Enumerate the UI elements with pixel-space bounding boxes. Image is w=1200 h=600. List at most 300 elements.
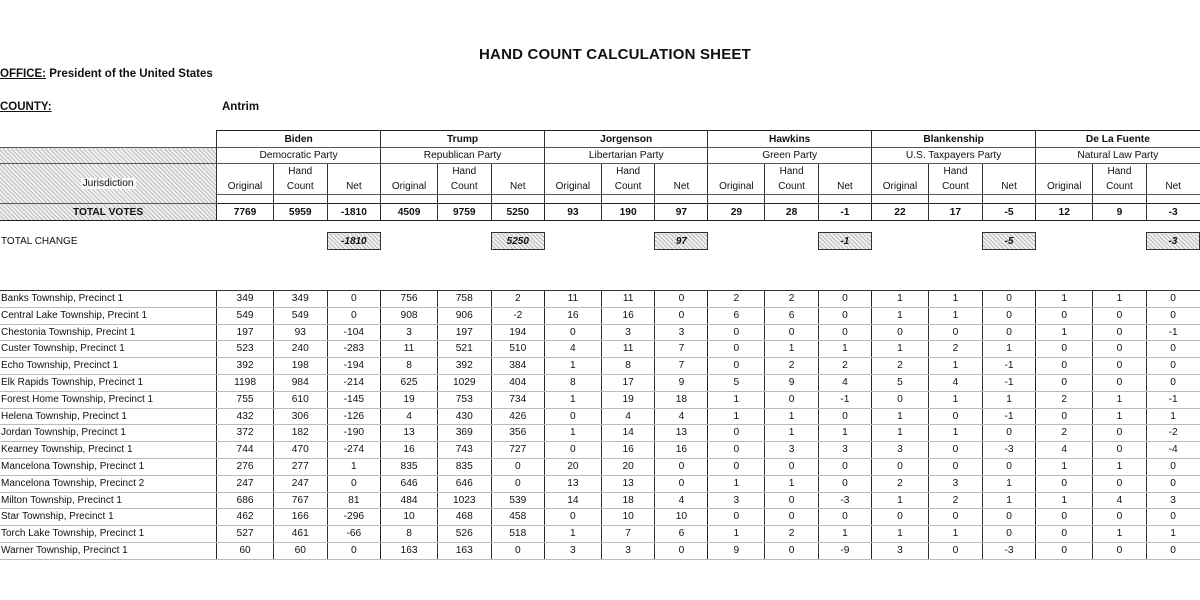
net-header: Net xyxy=(327,179,381,195)
total-change-blank xyxy=(544,233,601,250)
net-header: Net xyxy=(818,179,871,195)
precinct-value: 758 xyxy=(437,291,491,308)
net-header-blank xyxy=(1146,164,1199,180)
precinct-value: 3 xyxy=(601,324,655,341)
precinct-name: Star Township, Precinct 1 xyxy=(0,509,217,526)
precinct-value: 0 xyxy=(1093,425,1147,442)
precinct-value: 0 xyxy=(765,542,819,559)
hand-header-line1: Hand xyxy=(929,164,983,180)
precinct-row xyxy=(0,526,1200,543)
total-votes-value: 4509 xyxy=(381,204,438,221)
precinct-value: 0 xyxy=(929,324,983,341)
precinct-value: 1 xyxy=(871,492,928,509)
precinct-name: Torch Lake Township, Precinct 1 xyxy=(0,526,217,543)
precinct-value: 734 xyxy=(491,391,544,408)
precinct-row xyxy=(0,408,1200,425)
office-label: OFFICE: xyxy=(0,68,46,80)
candidate-name: Hawkins xyxy=(708,131,871,148)
precinct-value: 510 xyxy=(491,341,544,358)
precinct-value: 1 xyxy=(765,341,819,358)
precinct-value: 1 xyxy=(1036,458,1093,475)
precinct-row xyxy=(0,341,1200,358)
precinct-value: -145 xyxy=(327,391,381,408)
precinct-value: 9 xyxy=(765,374,819,391)
precinct-value: 518 xyxy=(491,526,544,543)
precinct-value: 0 xyxy=(1036,408,1093,425)
candidate-name: Trump xyxy=(381,131,545,148)
precinct-value: 0 xyxy=(1036,341,1093,358)
precinct-value: 0 xyxy=(1093,358,1147,375)
precinct-value: 1 xyxy=(1146,408,1199,425)
total-votes-value: 7769 xyxy=(217,204,274,221)
precinct-value: 0 xyxy=(544,324,601,341)
header-blank-cell xyxy=(544,195,601,204)
precinct-value: 247 xyxy=(217,475,274,492)
precinct-value: 0 xyxy=(1093,307,1147,324)
header-blank-cell xyxy=(437,195,491,204)
total-change-value: 5250 xyxy=(491,233,544,250)
precinct-value: -1 xyxy=(982,358,1035,375)
precinct-name: Mancelona Township, Precinct 2 xyxy=(0,475,217,492)
hand-count-table xyxy=(0,130,1200,560)
net-header-blank xyxy=(327,164,381,180)
precinct-value: 521 xyxy=(437,341,491,358)
precinct-value: 3 xyxy=(871,442,928,459)
county-value: Antrim xyxy=(222,101,260,113)
party-name: Natural Law Party xyxy=(1036,148,1200,164)
total-votes-value: 9759 xyxy=(437,204,491,221)
candidate-name-row xyxy=(0,131,1200,148)
office-line xyxy=(0,68,213,80)
hand-header-line1: Hand xyxy=(765,164,819,180)
precinct-value: 198 xyxy=(273,358,327,375)
precinct-row xyxy=(0,509,1200,526)
precinct-value: 0 xyxy=(929,458,983,475)
total-change-blank xyxy=(217,233,274,250)
precinct-value: 1 xyxy=(982,475,1035,492)
precinct-value: 0 xyxy=(327,291,381,308)
precinct-value: 0 xyxy=(491,458,544,475)
precinct-value: 0 xyxy=(818,324,871,341)
precinct-value: 16 xyxy=(544,307,601,324)
precinct-value: -3 xyxy=(982,542,1035,559)
precinct-value: 432 xyxy=(217,408,274,425)
precinct-value: 1029 xyxy=(437,374,491,391)
precinct-value: 3 xyxy=(601,542,655,559)
precinct-value: 484 xyxy=(381,492,438,509)
precinct-value: 18 xyxy=(601,492,655,509)
precinct-name: Jordan Township, Precinct 1 xyxy=(0,425,217,442)
precinct-value: 6 xyxy=(655,526,708,543)
total-votes-value: 190 xyxy=(601,204,655,221)
precinct-value: 3 xyxy=(708,492,765,509)
precinct-value: 356 xyxy=(491,425,544,442)
precinct-value: 5 xyxy=(708,374,765,391)
precinct-value: 426 xyxy=(491,408,544,425)
precinct-row xyxy=(0,307,1200,324)
precinct-value: -283 xyxy=(327,341,381,358)
precinct-value: 1 xyxy=(544,425,601,442)
precinct-value: 16 xyxy=(601,442,655,459)
count-header: Count xyxy=(437,179,491,195)
net-header: Net xyxy=(655,179,708,195)
header-blank-cell xyxy=(381,195,438,204)
precinct-value: 0 xyxy=(491,542,544,559)
precinct-row xyxy=(0,291,1200,308)
hand-header-line1: Hand xyxy=(273,164,327,180)
precinct-value: 743 xyxy=(437,442,491,459)
total-change-blank xyxy=(1036,233,1093,250)
precinct-value: 2 xyxy=(871,475,928,492)
precinct-value: 1 xyxy=(327,458,381,475)
precinct-value: 0 xyxy=(655,291,708,308)
total-votes-value: -1 xyxy=(818,204,871,221)
precinct-value: 247 xyxy=(273,475,327,492)
total-votes-value: 93 xyxy=(544,204,601,221)
net-header: Net xyxy=(491,179,544,195)
net-header-blank xyxy=(491,164,544,180)
precinct-value: 60 xyxy=(273,542,327,559)
precinct-value: 0 xyxy=(982,509,1035,526)
precinct-value: 470 xyxy=(273,442,327,459)
precinct-value: 1 xyxy=(765,475,819,492)
precinct-name: Kearney Township, Precinct 1 xyxy=(0,442,217,459)
precinct-row xyxy=(0,391,1200,408)
precinct-name: Warner Township, Precinct 1 xyxy=(0,542,217,559)
total-change-blank xyxy=(381,233,438,250)
precinct-value: -3 xyxy=(982,442,1035,459)
precinct-value: -1 xyxy=(818,391,871,408)
precinct-value: 8 xyxy=(381,526,438,543)
precinct-value: 14 xyxy=(601,425,655,442)
precinct-value: 0 xyxy=(708,358,765,375)
precinct-value: 767 xyxy=(273,492,327,509)
precinct-value: 349 xyxy=(217,291,274,308)
precinct-value: 835 xyxy=(381,458,438,475)
precinct-value: 0 xyxy=(871,509,928,526)
precinct-value: 1 xyxy=(544,526,601,543)
precinct-value: 0 xyxy=(818,291,871,308)
precinct-value: -274 xyxy=(327,442,381,459)
precinct-row xyxy=(0,492,1200,509)
precinct-value: 0 xyxy=(1036,542,1093,559)
precinct-value: 0 xyxy=(765,391,819,408)
precinct-value: 0 xyxy=(929,408,983,425)
precinct-value: 17 xyxy=(601,374,655,391)
precinct-value: 0 xyxy=(708,341,765,358)
column-header-row-1 xyxy=(0,164,1200,180)
precinct-value: 1 xyxy=(871,526,928,543)
precinct-value: 1 xyxy=(544,391,601,408)
precinct-value: 16 xyxy=(655,442,708,459)
precinct-value: -190 xyxy=(327,425,381,442)
precinct-value: 2 xyxy=(765,291,819,308)
precinct-value: 1 xyxy=(765,408,819,425)
precinct-value: 4 xyxy=(381,408,438,425)
precinct-value: 3 xyxy=(544,542,601,559)
precinct-value: 0 xyxy=(708,458,765,475)
precinct-value: 2 xyxy=(818,358,871,375)
total-votes-value: 12 xyxy=(1036,204,1093,221)
precinct-row xyxy=(0,425,1200,442)
candidate-name: Biden xyxy=(217,131,381,148)
precinct-value: -296 xyxy=(327,509,381,526)
precinct-value: -3 xyxy=(818,492,871,509)
total-change-value: -1 xyxy=(818,233,871,250)
precinct-value: 0 xyxy=(1146,291,1199,308)
precinct-value: 0 xyxy=(818,509,871,526)
precinct-value: 0 xyxy=(491,475,544,492)
header-spacer xyxy=(0,131,217,148)
precinct-name: Chestonia Township, Precint 1 xyxy=(0,324,217,341)
header-blank-cell xyxy=(217,195,274,204)
party-name: Republican Party xyxy=(381,148,545,164)
precinct-value: 11 xyxy=(544,291,601,308)
precinct-value: 1023 xyxy=(437,492,491,509)
precinct-value: 1 xyxy=(1036,291,1093,308)
precinct-value: 3 xyxy=(929,475,983,492)
total-votes-value: 29 xyxy=(708,204,765,221)
precinct-value: 0 xyxy=(1093,509,1147,526)
precinct-value: 0 xyxy=(708,425,765,442)
precinct-value: 197 xyxy=(217,324,274,341)
precinct-row xyxy=(0,374,1200,391)
precinct-value: 2 xyxy=(929,492,983,509)
precinct-value: 2 xyxy=(491,291,544,308)
total-change-blank xyxy=(765,233,819,250)
precinct-value: 4 xyxy=(655,408,708,425)
precinct-value: 756 xyxy=(381,291,438,308)
precinct-value: 539 xyxy=(491,492,544,509)
precinct-value: 13 xyxy=(544,475,601,492)
header-blank-cell xyxy=(1146,195,1199,204)
total-change-value: -3 xyxy=(1146,233,1199,250)
precinct-value: 166 xyxy=(273,509,327,526)
precinct-value: 0 xyxy=(544,442,601,459)
spacer-row xyxy=(0,270,1200,291)
sheet-title: HAND COUNT CALCULATION SHEET xyxy=(479,46,751,63)
total-change-blank xyxy=(871,233,928,250)
precinct-value: 0 xyxy=(655,542,708,559)
office-value: President of the United States xyxy=(49,68,213,80)
precinct-value: 2 xyxy=(929,341,983,358)
precinct-value: 1 xyxy=(871,425,928,442)
precinct-value: 549 xyxy=(273,307,327,324)
precinct-value: 0 xyxy=(765,458,819,475)
precinct-value: 0 xyxy=(1036,374,1093,391)
precinct-value: 1 xyxy=(982,341,1035,358)
precinct-row xyxy=(0,442,1200,459)
precinct-value: 1 xyxy=(544,358,601,375)
precinct-value: 0 xyxy=(929,542,983,559)
precinct-value: 10 xyxy=(655,509,708,526)
spacer-cell xyxy=(0,250,1200,271)
precinct-value: 14 xyxy=(544,492,601,509)
precinct-value: 1 xyxy=(1093,408,1147,425)
precinct-value: 6 xyxy=(708,307,765,324)
count-header: Count xyxy=(929,179,983,195)
original-header: Original xyxy=(871,179,928,195)
precinct-value: 0 xyxy=(1146,358,1199,375)
precinct-value: 7 xyxy=(655,341,708,358)
candidate-name: Jorgenson xyxy=(544,131,707,148)
hand-header-line1: Hand xyxy=(1093,164,1147,180)
precinct-value: 60 xyxy=(217,542,274,559)
precinct-value: 458 xyxy=(491,509,544,526)
header-blank-cell xyxy=(491,195,544,204)
hand-header-line1: Hand xyxy=(601,164,655,180)
precinct-value: 404 xyxy=(491,374,544,391)
count-header: Count xyxy=(765,179,819,195)
precinct-value: 686 xyxy=(217,492,274,509)
precinct-value: 646 xyxy=(381,475,438,492)
precinct-value: 1 xyxy=(1036,492,1093,509)
precinct-value: 461 xyxy=(273,526,327,543)
precinct-name: Milton Township, Precinct 1 xyxy=(0,492,217,509)
precinct-row xyxy=(0,458,1200,475)
candidate-name: Blankenship xyxy=(871,131,1035,148)
precinct-name: Custer Township, Precinct 1 xyxy=(0,341,217,358)
total-votes-row xyxy=(0,204,1200,221)
total-change-blank xyxy=(708,233,765,250)
total-change-blank xyxy=(437,233,491,250)
precinct-value: 2 xyxy=(765,358,819,375)
precinct-value: 1 xyxy=(818,526,871,543)
precinct-value: 1 xyxy=(765,425,819,442)
original-header-blank xyxy=(871,164,928,180)
precinct-value: 0 xyxy=(1146,307,1199,324)
precinct-value: 8 xyxy=(544,374,601,391)
total-votes-value: 17 xyxy=(929,204,983,221)
precinct-value: 276 xyxy=(217,458,274,475)
precinct-value: 0 xyxy=(1036,358,1093,375)
precinct-value: 0 xyxy=(871,391,928,408)
precinct-value: 369 xyxy=(437,425,491,442)
precinct-value: 1 xyxy=(1093,391,1147,408)
precinct-value: 0 xyxy=(327,542,381,559)
precinct-value: 2 xyxy=(1036,391,1093,408)
precinct-name: Echo Township, Precinct 1 xyxy=(0,358,217,375)
precinct-value: 0 xyxy=(1093,341,1147,358)
original-header: Original xyxy=(381,179,438,195)
count-header: Count xyxy=(273,179,327,195)
precinct-value: 1 xyxy=(1093,526,1147,543)
precinct-value: 0 xyxy=(544,509,601,526)
count-header: Count xyxy=(1093,179,1147,195)
precinct-value: 0 xyxy=(1146,542,1199,559)
precinct-value: 753 xyxy=(437,391,491,408)
precinct-value: 1 xyxy=(1093,458,1147,475)
precinct-value: -2 xyxy=(1146,425,1199,442)
precinct-value: 93 xyxy=(273,324,327,341)
precinct-name: Central Lake Township, Precint 1 xyxy=(0,307,217,324)
precinct-value: 468 xyxy=(437,509,491,526)
precinct-value: 2 xyxy=(1036,425,1093,442)
precinct-value: 549 xyxy=(217,307,274,324)
precinct-value: 3 xyxy=(1146,492,1199,509)
precinct-value: 11 xyxy=(601,291,655,308)
precinct-value: 430 xyxy=(437,408,491,425)
total-votes-value: -1810 xyxy=(327,204,381,221)
precinct-value: 906 xyxy=(437,307,491,324)
precinct-value: 1 xyxy=(1146,526,1199,543)
total-votes-value: 9 xyxy=(1093,204,1147,221)
precinct-value: 0 xyxy=(1093,442,1147,459)
precinct-value: 4 xyxy=(818,374,871,391)
precinct-value: 4 xyxy=(1036,442,1093,459)
precinct-value: 1 xyxy=(929,358,983,375)
precinct-value: 0 xyxy=(1036,509,1093,526)
header-blank-cell xyxy=(601,195,655,204)
original-header: Original xyxy=(708,179,765,195)
precinct-value: 610 xyxy=(273,391,327,408)
precinct-row xyxy=(0,475,1200,492)
net-header: Net xyxy=(1146,179,1199,195)
precinct-value: 625 xyxy=(381,374,438,391)
precinct-value: 2 xyxy=(765,526,819,543)
precinct-value: -4 xyxy=(1146,442,1199,459)
precinct-value: 0 xyxy=(982,458,1035,475)
header-blank-cell xyxy=(273,195,327,204)
precinct-value: 1 xyxy=(708,408,765,425)
precinct-value: 0 xyxy=(982,526,1035,543)
jurisdiction-header-label: Jurisdiction xyxy=(82,178,134,189)
total-change-blank xyxy=(273,233,327,250)
total-votes-value: 5250 xyxy=(491,204,544,221)
total-change-label: TOTAL CHANGE xyxy=(1,235,78,247)
precinct-value: 3 xyxy=(655,324,708,341)
precinct-name: Helena Township, Precinct 1 xyxy=(0,408,217,425)
precinct-value: 0 xyxy=(871,458,928,475)
precinct-value: 392 xyxy=(437,358,491,375)
precinct-value: -66 xyxy=(327,526,381,543)
precinct-value: 13 xyxy=(655,425,708,442)
total-votes-value: -3 xyxy=(1146,204,1199,221)
net-header: Net xyxy=(982,179,1035,195)
precinct-value: 1 xyxy=(818,425,871,442)
precinct-value: 194 xyxy=(491,324,544,341)
precinct-value: 197 xyxy=(437,324,491,341)
precinct-value: 0 xyxy=(1146,341,1199,358)
precinct-value: 13 xyxy=(381,425,438,442)
spacer-cell xyxy=(0,221,1200,233)
precinct-value: 8 xyxy=(381,358,438,375)
precinct-value: 1 xyxy=(871,307,928,324)
precinct-value: 646 xyxy=(437,475,491,492)
precinct-value: 462 xyxy=(217,509,274,526)
precinct-value: 1 xyxy=(929,307,983,324)
total-change-blank xyxy=(929,233,983,250)
precinct-value: 240 xyxy=(273,341,327,358)
header-blank-cell xyxy=(708,195,765,204)
precinct-value: 182 xyxy=(273,425,327,442)
party-name: Green Party xyxy=(708,148,871,164)
header-blank-cell xyxy=(982,195,1035,204)
precinct-value: -1 xyxy=(1146,391,1199,408)
precinct-value: 3 xyxy=(765,442,819,459)
precinct-value: 3 xyxy=(818,442,871,459)
hand-header-line1: Hand xyxy=(437,164,491,180)
precinct-value: 349 xyxy=(273,291,327,308)
total-votes-value: 22 xyxy=(871,204,928,221)
precinct-value: 1 xyxy=(1093,291,1147,308)
precinct-value: 0 xyxy=(544,408,601,425)
net-header-blank xyxy=(655,164,708,180)
precinct-name: Banks Township, Precinct 1 xyxy=(0,291,217,308)
precinct-row xyxy=(0,358,1200,375)
original-header-blank xyxy=(381,164,438,180)
precinct-value: 4 xyxy=(929,374,983,391)
